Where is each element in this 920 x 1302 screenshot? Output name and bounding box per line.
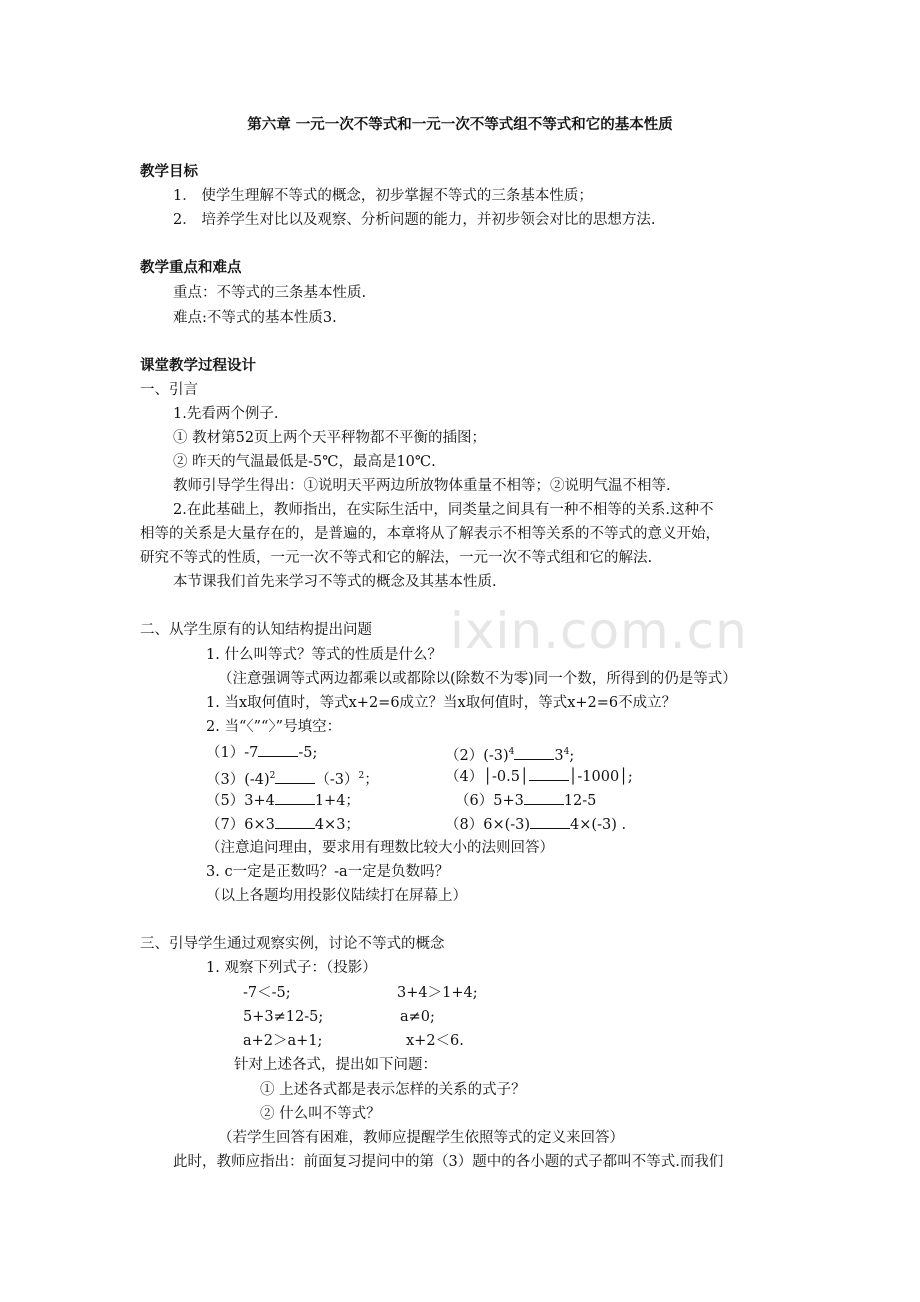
fill-item-1: （1）-7 -5;	[206, 742, 317, 763]
question: ① 上述各式都是表示怎样的关系的式子？	[260, 1082, 526, 1098]
answer-blank[interactable]	[275, 769, 315, 784]
fill-item-4: （4）│-0.5│ │-1000│;	[445, 766, 633, 787]
intro-line: 本节课我们首先来学习不等式的概念及其基本性质.	[173, 574, 497, 590]
process-heading: 课堂教学过程设计	[140, 357, 256, 374]
goals-heading: 教学目标	[140, 163, 198, 180]
answer-blank[interactable]	[275, 814, 315, 829]
answer-blank[interactable]	[524, 790, 564, 805]
question: 2. 当“〈”“〉”号填空：	[206, 719, 342, 735]
expression: -7＜-5;	[243, 985, 291, 1001]
expression: 5+3≠12-5;	[243, 1009, 324, 1025]
fill-item-2: $(2)(-3)^4$ $3^4$;	[445, 742, 574, 766]
fill-item-5: （5）3+4 1+4；	[206, 790, 360, 811]
fill-item-8: （8）6×(-3) 4×(-3) .	[445, 814, 626, 835]
expression: a+2＞a+1;	[243, 1033, 323, 1049]
question: 1. 什么叫等式？等式的性质是什么？	[206, 647, 442, 663]
question: 1. 观察下列式子：（投影）	[206, 960, 377, 976]
key-heading: 教学重点和难点	[140, 259, 242, 276]
answer-blank[interactable]	[275, 790, 315, 805]
expression: 3+4＞1+4;	[397, 985, 478, 1001]
intro-line: 相等的关系是大量存在的，是普遍的，本章将从了解表示不相等关系的不等式的意义开始，	[140, 526, 720, 542]
intro-line: 2.在此基础上，教师指出，在实际生活中，同类量之间具有一种不相等的关系.这种不	[173, 502, 714, 518]
intro-line: 1.先看两个例子.	[173, 406, 279, 422]
intro-line: 教师引导学生得出：①说明天平两边所放物体重量不相等；②说明气温不相等.	[173, 478, 671, 494]
answer-blank[interactable]	[530, 814, 570, 829]
goal-item-1: 1． 使学生理解不等式的概念，初步掌握不等式的三条基本性质；	[173, 188, 593, 204]
section-3-heading: 三、引导学生通过观察实例，讨论不等式的概念	[140, 936, 445, 952]
note: （注意追问理由，要求用有理数比较大小的法则回答）	[206, 840, 554, 856]
page-title: 第六章 一元一次不等式和一元一次不等式组不等式和它的基本性质	[247, 116, 673, 133]
section-2-heading: 二、从学生原有的认知结构提出问题	[140, 622, 372, 638]
key-difficulty: 难点:不等式的基本性质3.	[173, 310, 337, 326]
fill-item-7: （7）6×3 4×3；	[206, 814, 360, 835]
question: ② 什么叫不等式？	[260, 1106, 381, 1122]
fill-item-3: $(3)(-4)^2$ $(-3)^2$；	[206, 766, 379, 790]
answer-blank[interactable]	[514, 745, 554, 760]
note: （注意强调等式两边都乘以或都除以(除数不为零)同一个数，所得到的仍是等式）	[218, 671, 737, 687]
watermark: ixin.com.cn	[450, 602, 748, 660]
prompt-text: 针对上述各式，提出如下问题：	[234, 1057, 437, 1073]
intro-line: ② 昨天的气温最低是-5℃，最高是10℃.	[173, 454, 436, 470]
question: 3. c一定是正数吗？-a一定是负数吗？	[206, 864, 450, 880]
answer-blank[interactable]	[529, 766, 569, 781]
paragraph: 此时，教师应指出：前面复习提问中的第（3）题中的各小题的式子都叫不等式.而我们	[173, 1154, 724, 1170]
intro-line: 研究不等式的性质，一元一次不等式和它的解法，一元一次不等式组和它的解法.	[140, 550, 653, 566]
expression: a≠0;	[400, 1009, 435, 1025]
question: 1. 当x取何值时，等式x+2=6成立？当x取何值时，等式x+2=6不成立？	[206, 695, 677, 711]
expression: x+2＜6.	[406, 1033, 464, 1049]
answer-blank[interactable]	[258, 742, 298, 757]
section-1-heading: 一、引言	[140, 382, 198, 398]
fill-item-6: （6）5+3 12-5	[455, 790, 596, 811]
intro-line: ① 教材第52页上两个天平秤物都不平衡的插图；	[173, 430, 487, 446]
key-focus: 重点：不等式的三条基本性质.	[173, 285, 367, 301]
goal-item-2: 2． 培养学生对比以及观察、分析问题的能力，并初步领会对比的思想方法.	[173, 212, 656, 228]
note: （以上各题均用投影仪陆续打在屏幕上）	[206, 888, 467, 904]
note: （若学生回答有困难，教师应提醒学生依照等式的定义来回答）	[218, 1130, 624, 1146]
